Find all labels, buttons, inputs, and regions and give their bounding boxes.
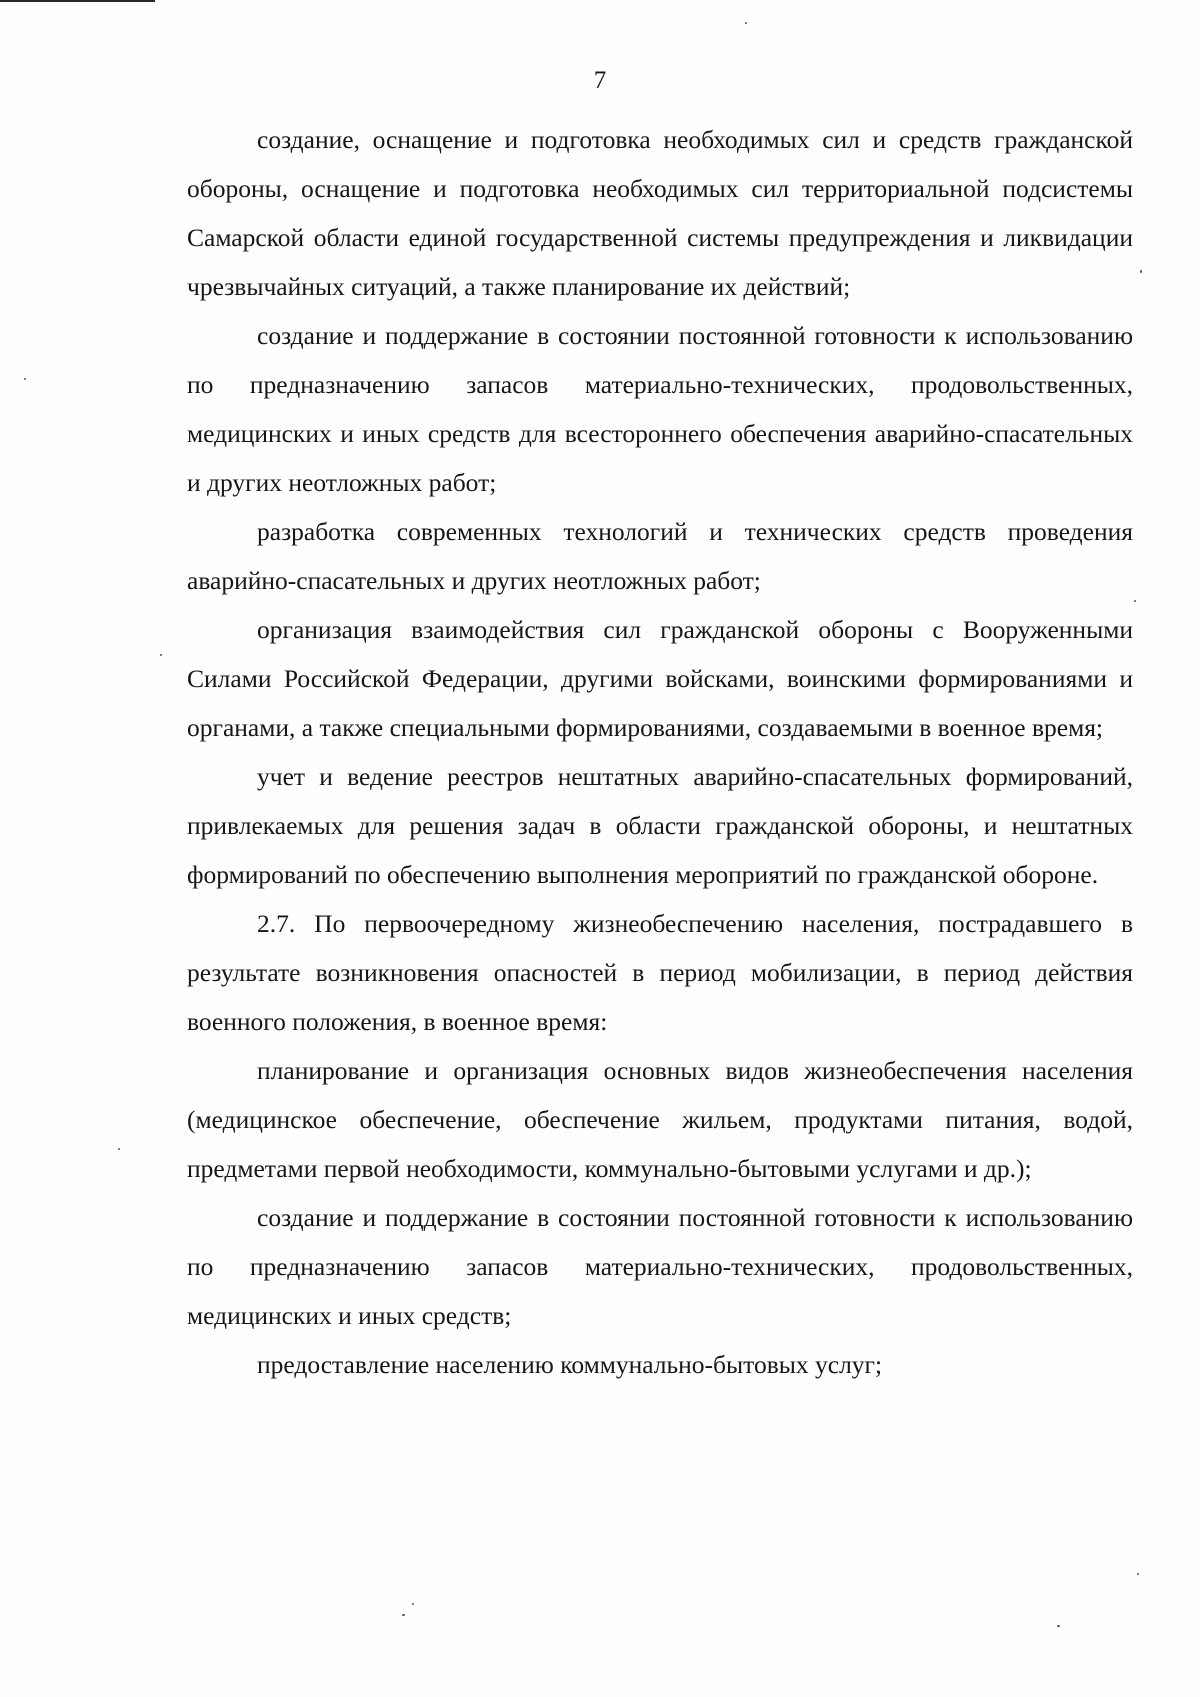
scan-speck [118,1148,120,1150]
scan-speck [1137,1573,1139,1575]
paragraph-registry-accounting: учет и ведение реестров нештатных аварийно-спасательных формирований, привлекаемых для решения задач в области гражданской обороны, и нештатных формирований по обеспечению выполнения мероприятий по гражданской обороне. [187,762,1133,889]
scan-speck [402,1614,405,1616]
scan-speck [1057,1625,1060,1627]
scan-speck [1134,600,1136,602]
scan-speck [1140,270,1142,273]
paragraph-utility-services: предоставление населению коммунально-бытовых услуг; [257,1350,883,1379]
paragraph-technology-development: разработка современных технологий и технических средств проведения аварийно-спасательных и других неотложных работ; [187,517,1133,595]
paragraph-reserves-maintenance: создание и поддержание в состоянии постоянной готовности к использованию по предназначению запасов материально-технических, продовольственных, медицинских и иных средств; [187,1203,1133,1330]
paragraph-reserves-readiness: создание и поддержание в состоянии постоянной готовности к использованию по предназначению запасов материально-технических, продовольственных, медицинских и иных средств для всестороннего обеспечения аварийно-спасательных и других неотложных работ; [187,321,1133,497]
paragraph-section-2-7: 2.7. По первоочередному жизнеобеспечению населения, пострадавшего в результате возникновения опасностей в период мобилизации, в период действия военного положения, в военное время: [187,909,1133,1036]
scan-speck [24,378,26,380]
scan-edge-line [0,0,155,2]
paragraph-life-support-planning: планирование и организация основных видов жизнеобеспечения населения (медицинское обеспечение, обеспечение жильем, продуктами питания, водой, предметами первой необходимости, коммунально-бытовыми услугами и др.); [187,1056,1133,1183]
document-body [187,115,1133,1389]
scan-speck [412,1603,414,1605]
paragraph-civil-defense-forces: создание, оснащение и подготовка необходимых сил и средств гражданской обороны, оснащение и подготовка необходимых сил территориальной подсистемы Самарской области единой государственной системы предупреждения и ликвидации чрезвычайных ситуаций, а также планирование их действий; [187,125,1133,301]
paragraph-interaction-organization: организация взаимодействия сил гражданской обороны с Вооруженными Силами Российской Федерации, другими войсками, воинскими формированиями и органами, а также специальными формированиями, создаваемыми в военное время; [187,615,1133,742]
scan-speck [745,22,747,24]
scan-speck [160,654,162,656]
page-number: 7 [593,67,607,94]
